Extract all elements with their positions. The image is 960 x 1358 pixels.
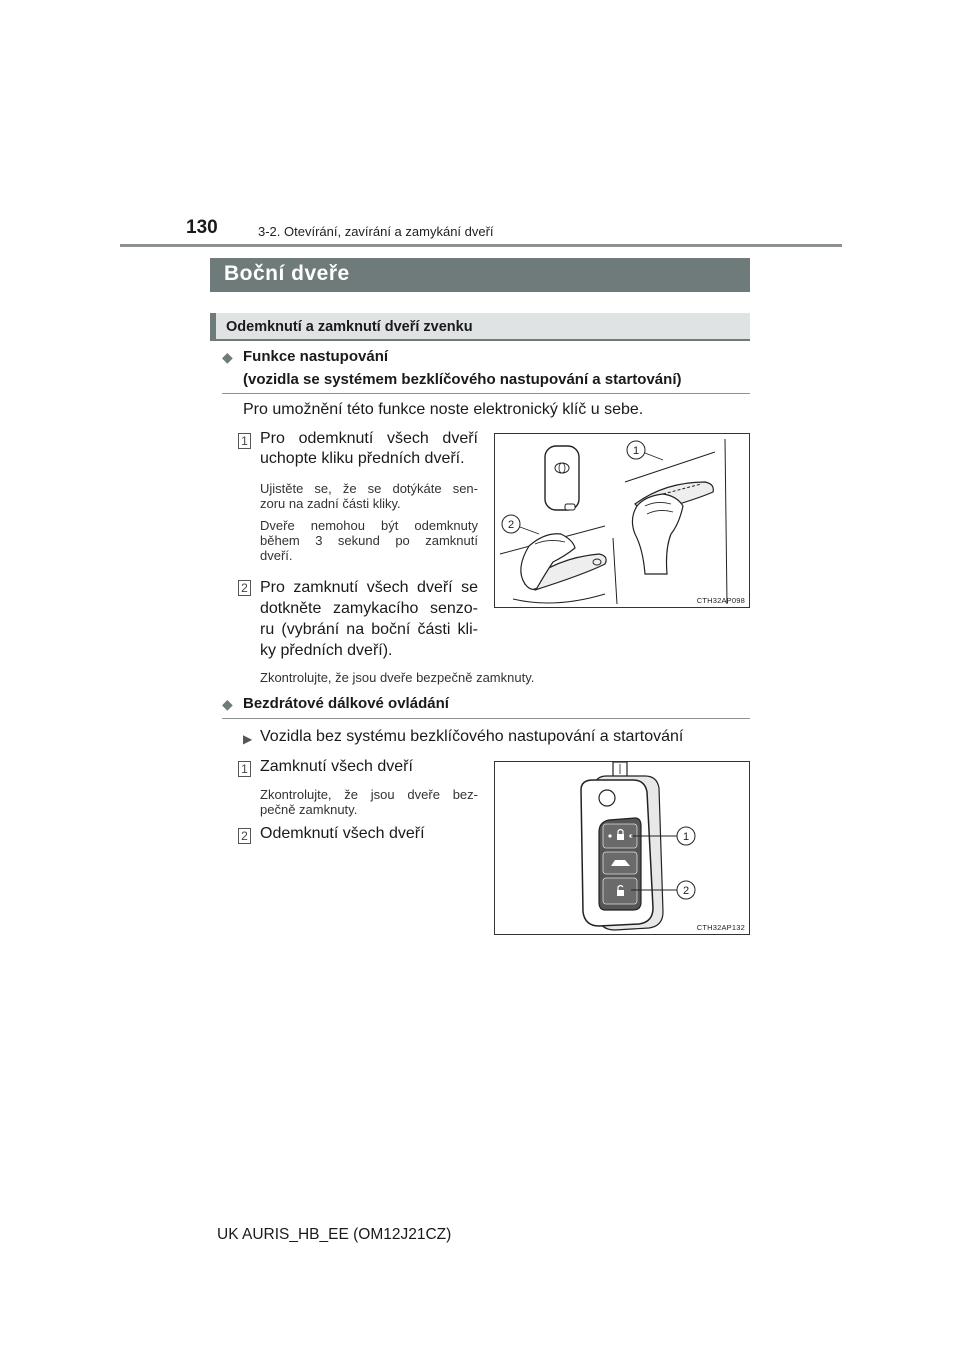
lock-note [260,787,478,817]
note-line: Ujistěte se, že se dotýkáte sen- [260,481,478,496]
heading-rule [222,718,750,719]
chapter-heading: 3-2. Otevírání, zavírání a zamykání dveří [258,224,494,239]
section-title: Boční dveře [224,262,350,285]
entry-function-intro: Pro umožnění této funkce noste elektronický klíč u sebe. [243,401,644,418]
lock-all-doors-text: Zamknutí všech dveří [260,758,413,775]
figure-callout: 1 [682,831,690,843]
note-line: Zkontrolujte, že jsou dveře bez- [260,787,478,802]
note-line: zoru na zadní části kliky. [260,496,401,511]
step2-text [260,577,478,661]
step2-text-line: Pro zamknutí všech dveří se [260,579,478,596]
diamond-bullet-icon: ◆ [222,696,233,712]
vehicle-type-bullet: Vozidla bez systému bezklíčového nastupování a startování [260,728,684,745]
remote-key-illustration [494,761,750,935]
step2-text-line: dotkněte zamykacího senzo- [260,600,478,617]
footer-model-code: UK AURIS_HB_EE (OM12J21CZ) [217,1226,452,1243]
step1-text-line: uchopte kliku předních dveří. [260,450,465,467]
step1-note2 [260,518,478,563]
step-number-badge: 2 [238,580,251,596]
heading-rule [222,393,750,394]
section-title-band [210,258,750,292]
step2-text-line: ru (vybrání na boční části kli- [260,621,478,638]
note-line: Dveře nemohou být odemknuty [260,518,478,533]
subsection-band [210,313,750,341]
step1-text [260,430,478,468]
wireless-remote-heading: Bezdrátové dálkové ovládání [243,695,449,712]
step-number-badge: 1 [238,761,251,777]
step1-note1 [260,481,478,511]
note-line: pečně zamknuty. [260,802,358,817]
unlock-all-doors-text: Odemknutí všech dveří [260,825,425,842]
subsection-marker [210,313,216,341]
figure-callout: 2 [682,885,690,897]
figure-code: CTH32AP098 [696,596,745,605]
step-number-badge: 1 [238,433,251,449]
step1-text-line: Pro odemknutí všech dveří [260,430,478,447]
subsection-title: Odemknutí a zamknutí dveří zvenku [226,319,473,335]
page-number: 130 [186,217,218,238]
triangle-bullet-icon: ▶ [243,732,253,746]
note-line: během 3 sekund po zamknutí [260,533,478,548]
step-number-badge: 2 [238,828,251,844]
figure-callout: 2 [507,519,515,531]
door-handle-drawing [495,434,750,608]
entry-function-heading: Funkce nastupování [243,348,389,365]
header-divider [120,244,842,247]
figure-code: CTH32AP132 [696,923,745,932]
step2-text-line: ky předních dveří). [260,642,393,659]
entry-function-heading-qualifier: (vozidla se systémem bezklíčového nastupování a startování) [243,371,682,388]
diamond-bullet-icon: ◆ [222,349,233,365]
step2-note: Zkontrolujte, že jsou dveře bezpečně zamknuty. [260,670,535,685]
note-line: dveří. [260,548,293,563]
door-handle-illustration [494,433,750,608]
remote-key-drawing [495,762,750,935]
figure-callout: 1 [632,445,640,457]
